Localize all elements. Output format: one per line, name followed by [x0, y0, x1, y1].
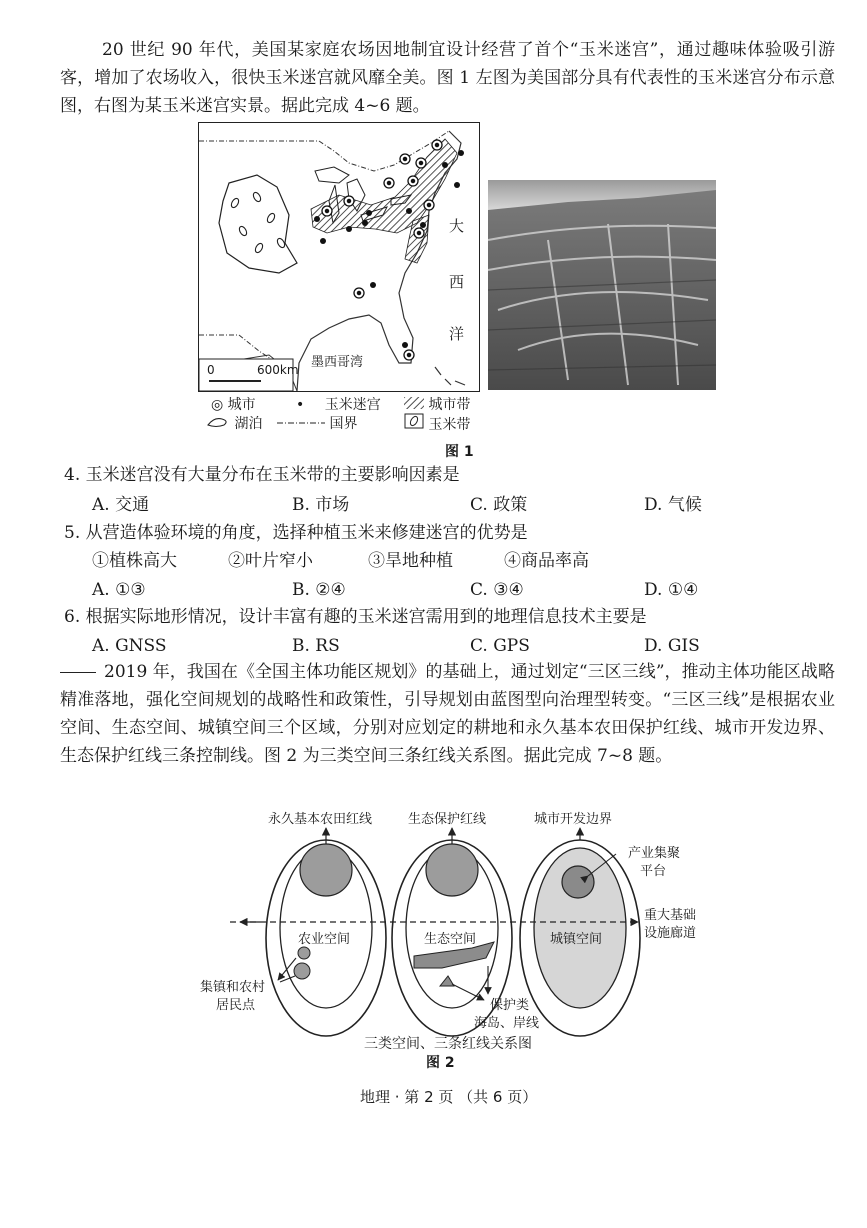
- q6-option-d[interactable]: D. GIS: [644, 636, 700, 656]
- scale-bar: [209, 380, 261, 382]
- question-6-stem: 6. 根据实际地形情况，设计丰富有趣的玉米迷宫需用到的地理信息技术主要是: [64, 607, 647, 627]
- legend-corn-belt: [404, 413, 470, 434]
- label-industry-2: 平台: [640, 864, 667, 879]
- q4-option-b[interactable]: B. 市场: [292, 495, 350, 515]
- q5-item-4: ④商品率高: [504, 551, 589, 571]
- scale-zero: 0: [207, 363, 215, 377]
- label-eco-space: 生态空间: [424, 932, 477, 947]
- corn-belt-icon: [404, 413, 424, 429]
- question-5-stem: 5. 从营造体验环境的角度，选择种植玉米来修建迷宫的优势是: [64, 523, 528, 543]
- legend-maze: [296, 394, 381, 414]
- legend-maze-label: 玉米迷宫: [324, 397, 381, 413]
- legend-urban-belt-label: 城市带: [428, 397, 471, 413]
- legend-city-label: 城市: [227, 397, 256, 413]
- page-footer: 地理 · 第 2 页 （共 6 页）: [360, 1088, 538, 1106]
- q6-option-a[interactable]: A. GNSS: [92, 636, 167, 656]
- q5-option-c[interactable]: C. ③④: [470, 580, 524, 600]
- label-settlement-2: 居民点: [216, 998, 256, 1013]
- us-corn-maze-map: [198, 122, 480, 392]
- q6-option-b[interactable]: B. RS: [292, 636, 340, 656]
- legend-border: [277, 413, 357, 433]
- ocean-label-3: 洋: [449, 325, 465, 343]
- legend-corn-belt-label: 玉米带: [428, 417, 471, 433]
- ocean-label-1: 大: [449, 217, 465, 235]
- q5-item-3: ③旱地种植: [368, 551, 453, 571]
- legend-lake-label: 湖泊: [234, 416, 263, 432]
- legend-urban-belt: [404, 394, 470, 414]
- label-settlement-1: 集镇和农村: [200, 980, 266, 995]
- ocean-label-2: 西: [449, 273, 465, 291]
- legend-lake: [206, 413, 262, 433]
- q5-option-d[interactable]: D. ①④: [644, 580, 699, 600]
- q5-item-1: ①植株高大: [92, 551, 177, 571]
- q5-option-a[interactable]: A. ①③: [92, 580, 146, 600]
- label-agri-space: 农业空间: [298, 932, 351, 947]
- maze-dot-icon: •: [296, 397, 305, 413]
- label-eco-redline: 生态保护红线: [408, 812, 487, 827]
- figure-1-caption: 图 1: [445, 444, 474, 460]
- corn-maze-photo: [488, 180, 716, 390]
- legend-border-label: 国界: [329, 416, 358, 432]
- q4-option-d[interactable]: D. 气候: [644, 495, 702, 515]
- scale-distance: 600km: [257, 363, 299, 377]
- label-corridor-2: 设施廊道: [644, 926, 697, 941]
- intro-paragraph-2: 2019 年，我国在《全国主体功能区规划》的基础上，通过划定“三区三线”，推动主体功能区战略精准落地，强化空间规划的战略性和政策性，引导规划由蓝图型向治理型转变。“三区三线”是根据农业空间、生态空间、城镇空间三个区域，分别对应划定的耕地和永久基本农田保护红线、城市开发边界、生态保护红线三条控制线。图 2 为三类空间三条红线关系图。据此完成 7~8 题。: [60, 662, 835, 766]
- label-protect-2: 海岛、岸线: [474, 1016, 540, 1031]
- question-4-stem: 4. 玉米迷宫没有大量分布在玉米带的主要影响因素是: [64, 465, 460, 485]
- q4-option-a[interactable]: A. 交通: [92, 495, 150, 515]
- q5-option-b[interactable]: B. ②④: [292, 580, 346, 600]
- intro-paragraph-1: 20 世纪 90 年代，美国某家庭农场因地制宜设计经营了首个“玉米迷宫”，通过趣味体验吸引游客，增加了农场收入，很快玉米迷宫就风靡全美。图 1 左图为美国部分具有代表性的玉米迷宫分布示意图，右图为某玉米迷宫实景。据此完成 4~6 题。: [60, 40, 835, 116]
- gulf-of-mexico-label: 墨西哥湾: [311, 351, 363, 370]
- label-industry-1: 产业集聚: [628, 846, 681, 861]
- label-urban-space: 城镇空间: [550, 932, 603, 947]
- hatch-icon: [404, 397, 424, 409]
- legend-city: [211, 394, 256, 414]
- label-urban-boundary: 城市开发边界: [534, 812, 613, 827]
- lake-icon: [206, 416, 230, 428]
- q6-option-c[interactable]: C. GPS: [470, 636, 530, 656]
- label-farmland-redline: 永久基本农田红线: [268, 812, 373, 827]
- city-icon: ◎: [211, 397, 224, 413]
- border-line-icon: [277, 418, 325, 428]
- figure-2-caption: 图 2: [426, 1055, 455, 1071]
- figure-2-title: 三类空间、三条红线关系图: [364, 1036, 532, 1052]
- label-protect-1: 保护类: [490, 998, 530, 1013]
- q5-item-2: ②叶片窄小: [228, 551, 313, 571]
- q4-option-c[interactable]: C. 政策: [470, 495, 528, 515]
- label-corridor-1: 重大基础: [644, 908, 697, 923]
- three-zones-diagram: [200, 812, 720, 1048]
